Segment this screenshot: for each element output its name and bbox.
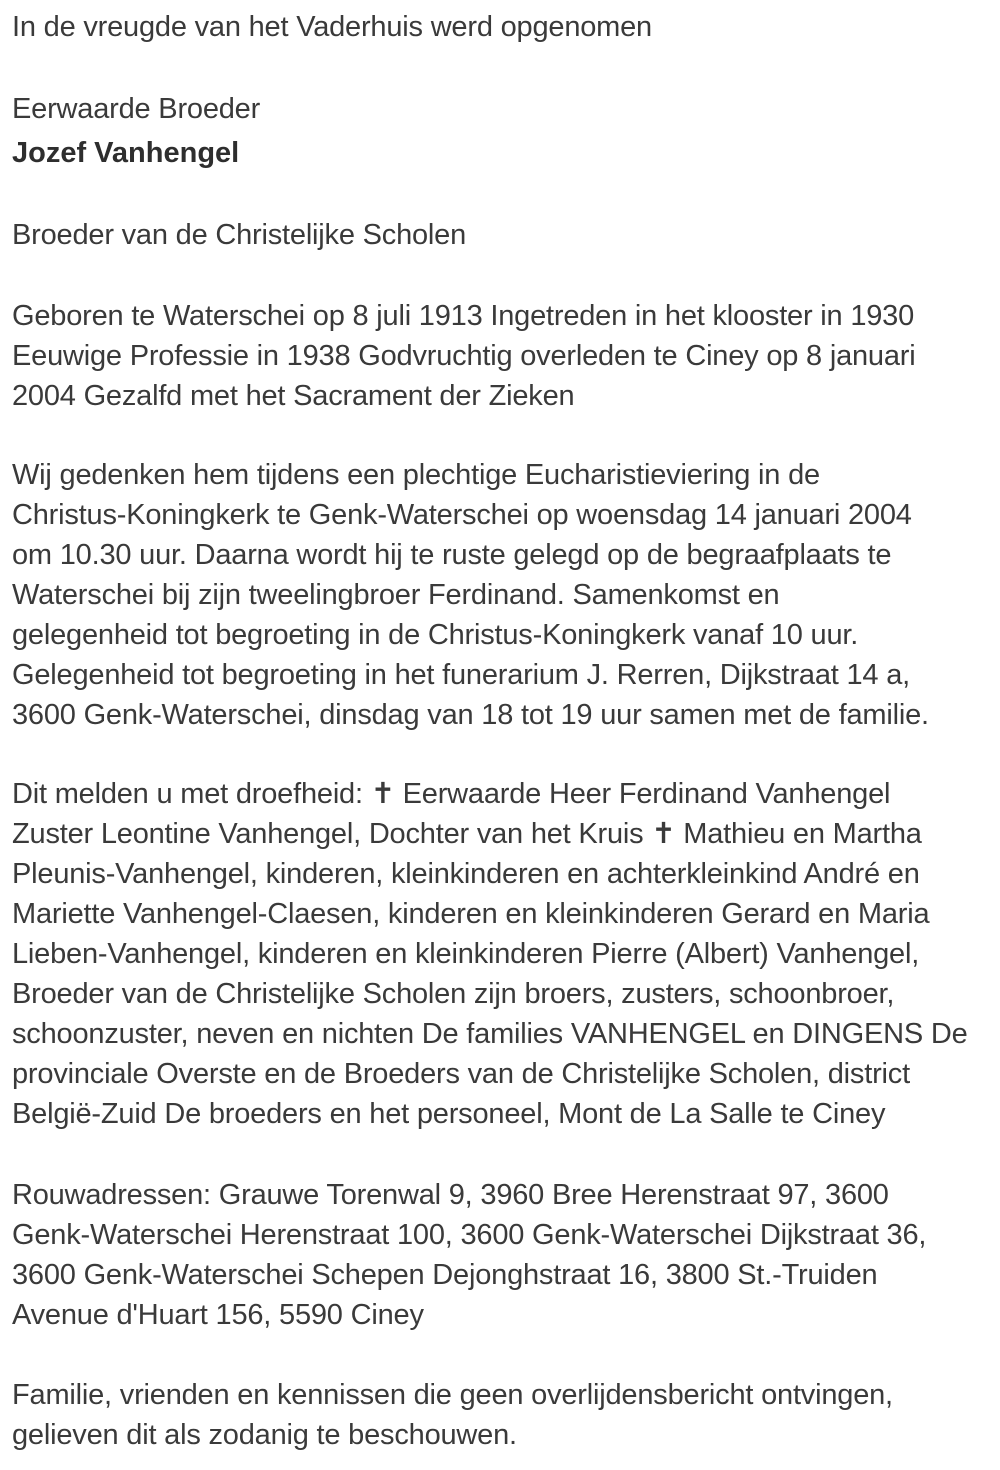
deceased-name: Jozef Vanhengel [12, 137, 240, 169]
text-line: 3600 Genk-Waterschei Schepen Dejonghstraat 16, 3800 St.-Truiden [12, 1259, 878, 1291]
congregation: Broeder van de Christelijke Scholen [12, 219, 467, 251]
text-line: 2004 Gezalfd met het Sacrament der Zieken [12, 380, 575, 412]
mourning-addresses-paragraph [12, 1175, 978, 1335]
text-line: Geboren te Waterschei op 8 juli 1913 Ingetreden in het klooster in 1930 [12, 300, 915, 332]
text-line: schoonzuster, neven en nichten De families VANHENGEL en DINGENS De [12, 1018, 968, 1050]
closing-paragraph [12, 1375, 978, 1455]
text-line: Zuster Leontine Vanhengel, Dochter van het Kruis ✝ Mathieu en Martha [12, 818, 922, 850]
text-line: provinciale Overste en de Broeders van de Christelijke Scholen, district [12, 1058, 910, 1090]
text-line: Wij gedenken hem tijdens een plechtige Eucharistieviering in de [12, 459, 820, 491]
text-line: gelieven dit als zodanig te beschouwen. [12, 1419, 517, 1451]
text-line: Genk-Waterschei Herenstraat 100, 3600 Genk-Waterschei Dijkstraat 36, [12, 1219, 927, 1251]
text-line: om 10.30 uur. Daarna wordt hij te ruste gelegd op de begraafplaats te [12, 539, 892, 571]
life-events-paragraph [12, 296, 978, 416]
text-line: Dit melden u met droefheid: ✝ Eerwaarde Heer Ferdinand Vanhengel [12, 778, 891, 810]
opening-line: In de vreugde van het Vaderhuis werd opgenomen [12, 11, 652, 43]
text-line: België-Zuid De broeders en het personeel, Mont de La Salle te Ciney [12, 1098, 886, 1130]
text-line: Avenue d'Huart 156, 5590 Ciney [12, 1299, 424, 1331]
text-line: Christus-Koningkerk te Genk-Waterschei op woensdag 14 januari 2004 [12, 499, 912, 531]
funeral-service-paragraph [12, 455, 978, 735]
text-line: Broeder van de Christelijke Scholen zijn broers, zusters, schoonbroer, [12, 978, 895, 1010]
text-line: Waterschei bij zijn tweelingbroer Ferdinand. Samenkomst en [12, 579, 780, 611]
text-line: Familie, vrienden en kennissen die geen overlijdensbericht ontvingen, [12, 1379, 893, 1411]
text-line: Mariette Vanhengel-Claesen, kinderen en kleinkinderen Gerard en Maria [12, 898, 930, 930]
text-line: Pleunis-Vanhengel, kinderen, kleinkinderen en achterkleinkind André en [12, 858, 920, 890]
text-line: 3600 Genk-Waterschei, dinsdag van 18 tot 19 uur samen met de familie. [12, 699, 929, 731]
text-line: Eeuwige Professie in 1938 Godvruchtig overleden te Ciney op 8 januari [12, 340, 916, 372]
text-line: Rouwadressen: Grauwe Torenwal 9, 3960 Bree Herenstraat 97, 3600 [12, 1179, 889, 1211]
family-announcement-paragraph [12, 774, 978, 1134]
text-line: Gelegenheid tot begroeting in het funerarium J. Rerren, Dijkstraat 14 a, [12, 659, 910, 691]
text-line: gelegenheid tot begroeting in de Christus-Koningkerk vanaf 10 uur. [12, 619, 859, 651]
honorific: Eerwaarde Broeder [12, 93, 261, 125]
text-line: Lieben-Vanhengel, kinderen en kleinkinderen Pierre (Albert) Vanhengel, [12, 938, 920, 970]
